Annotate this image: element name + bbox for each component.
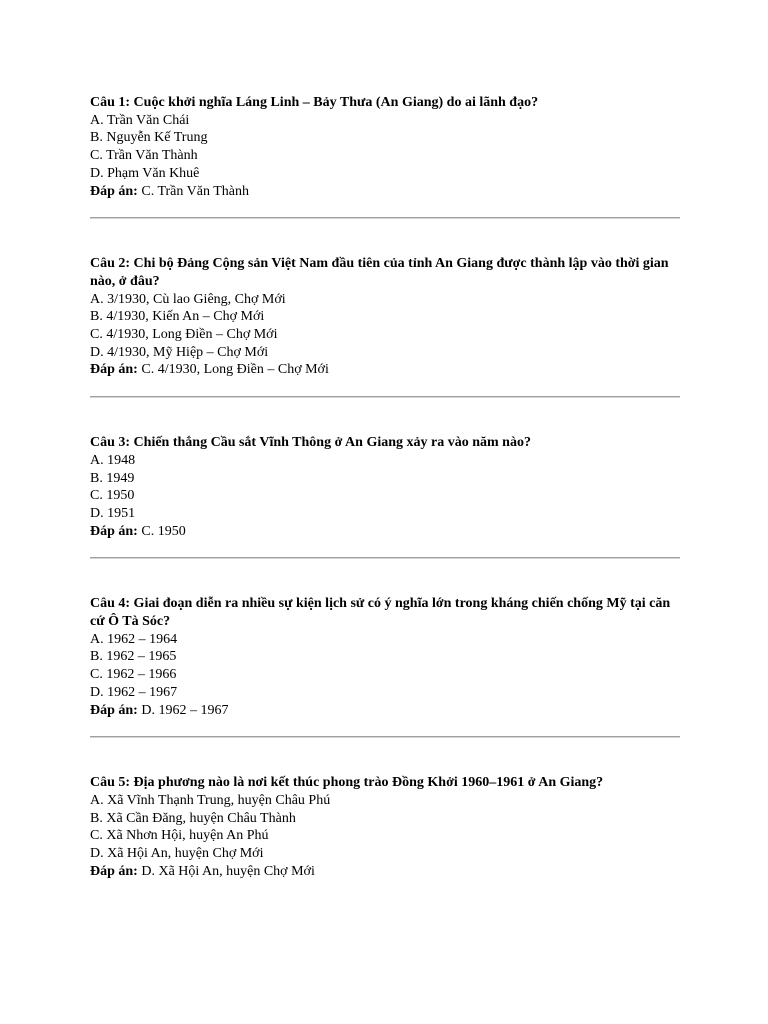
horizontal-divider xyxy=(90,557,680,559)
answer-text: C. Trần Văn Thành xyxy=(137,183,249,199)
horizontal-divider xyxy=(90,736,680,738)
option-a: A. 1962 – 1964 xyxy=(90,631,178,647)
option-b: B. Xã Cần Đăng, huyện Châu Thành xyxy=(90,810,296,826)
document-page xyxy=(90,94,680,881)
answer-line xyxy=(90,702,680,720)
answer-line xyxy=(90,183,680,201)
answer-label: Đáp án: xyxy=(90,863,138,879)
question-title: Câu 4: Giai đoạn diễn ra nhiều sự kiện lịch sử có ý nghĩa lớn trong kháng chiến chống Mỹ tại căn cứ Ô Tà Sóc? xyxy=(90,596,671,630)
question-title: Câu 3: Chiến thắng Cầu sắt Vĩnh Thông ở An Giang xảy ra vào năm nào? xyxy=(90,435,531,451)
option-d: D. 4/1930, Mỹ Hiệp – Chợ Mới xyxy=(90,344,269,360)
option-d: D. 1962 – 1967 xyxy=(90,684,178,700)
answer-text: D. Xã Hội An, huyện Chợ Mới xyxy=(137,863,315,879)
option-c: C. 1962 – 1966 xyxy=(90,667,177,683)
option-a: A. Xã Vĩnh Thạnh Trung, huyện Châu Phú xyxy=(90,792,331,808)
question-2 xyxy=(90,255,680,379)
question-3 xyxy=(90,434,680,540)
option-b: B. 1962 – 1965 xyxy=(90,649,177,665)
option-d: D. Xã Hội An, huyện Chợ Mới xyxy=(90,846,264,862)
option-c: C. Xã Nhơn Hội, huyện An Phú xyxy=(90,828,269,844)
answer-label: Đáp án: xyxy=(90,362,138,378)
question-title: Câu 2: Chi bộ Đảng Cộng sản Việt Nam đầu tiên của tỉnh An Giang được thành lập vào thời gian nào, ở đâu? xyxy=(90,256,669,289)
horizontal-divider xyxy=(90,217,680,219)
option-b: B. 4/1930, Kiến An – Chợ Mới xyxy=(90,309,265,325)
horizontal-divider xyxy=(90,396,680,398)
answer-line xyxy=(90,863,680,881)
answer-line xyxy=(90,361,680,379)
answer-text: C. 4/1930, Long Điền – Chợ Mới xyxy=(137,362,329,378)
answer-text: D. 1962 – 1967 xyxy=(137,702,229,718)
question-4 xyxy=(90,595,680,719)
answer-label: Đáp án: xyxy=(90,183,138,199)
question-1 xyxy=(90,94,680,200)
question-title: Câu 1: Cuộc khởi nghĩa Láng Linh – Bảy Thưa (An Giang) do ai lãnh đạo? xyxy=(90,95,539,110)
option-d: D. Phạm Văn Khuê xyxy=(90,165,200,181)
question-5 xyxy=(90,774,680,880)
option-a: A. 3/1930, Cù lao Giêng, Chợ Mới xyxy=(90,291,286,307)
option-c: C. 4/1930, Long Điền – Chợ Mới xyxy=(90,327,278,343)
question-title: Câu 5: Địa phương nào là nơi kết thúc phong trào Đồng Khởi 1960–1961 ở An Giang? xyxy=(90,775,604,791)
option-c: C. 1950 xyxy=(90,488,135,504)
option-c: C. Trần Văn Thành xyxy=(90,148,198,164)
option-b: B. Nguyễn Kế Trung xyxy=(90,130,208,146)
answer-line xyxy=(90,523,680,541)
option-d: D. 1951 xyxy=(90,505,136,521)
answer-text: C. 1950 xyxy=(137,523,186,539)
option-a: A. Trần Văn Chái xyxy=(90,112,190,128)
answer-label: Đáp án: xyxy=(90,702,138,718)
answer-label: Đáp án: xyxy=(90,523,138,539)
option-a: A. 1948 xyxy=(90,452,136,468)
option-b: B. 1949 xyxy=(90,470,135,486)
